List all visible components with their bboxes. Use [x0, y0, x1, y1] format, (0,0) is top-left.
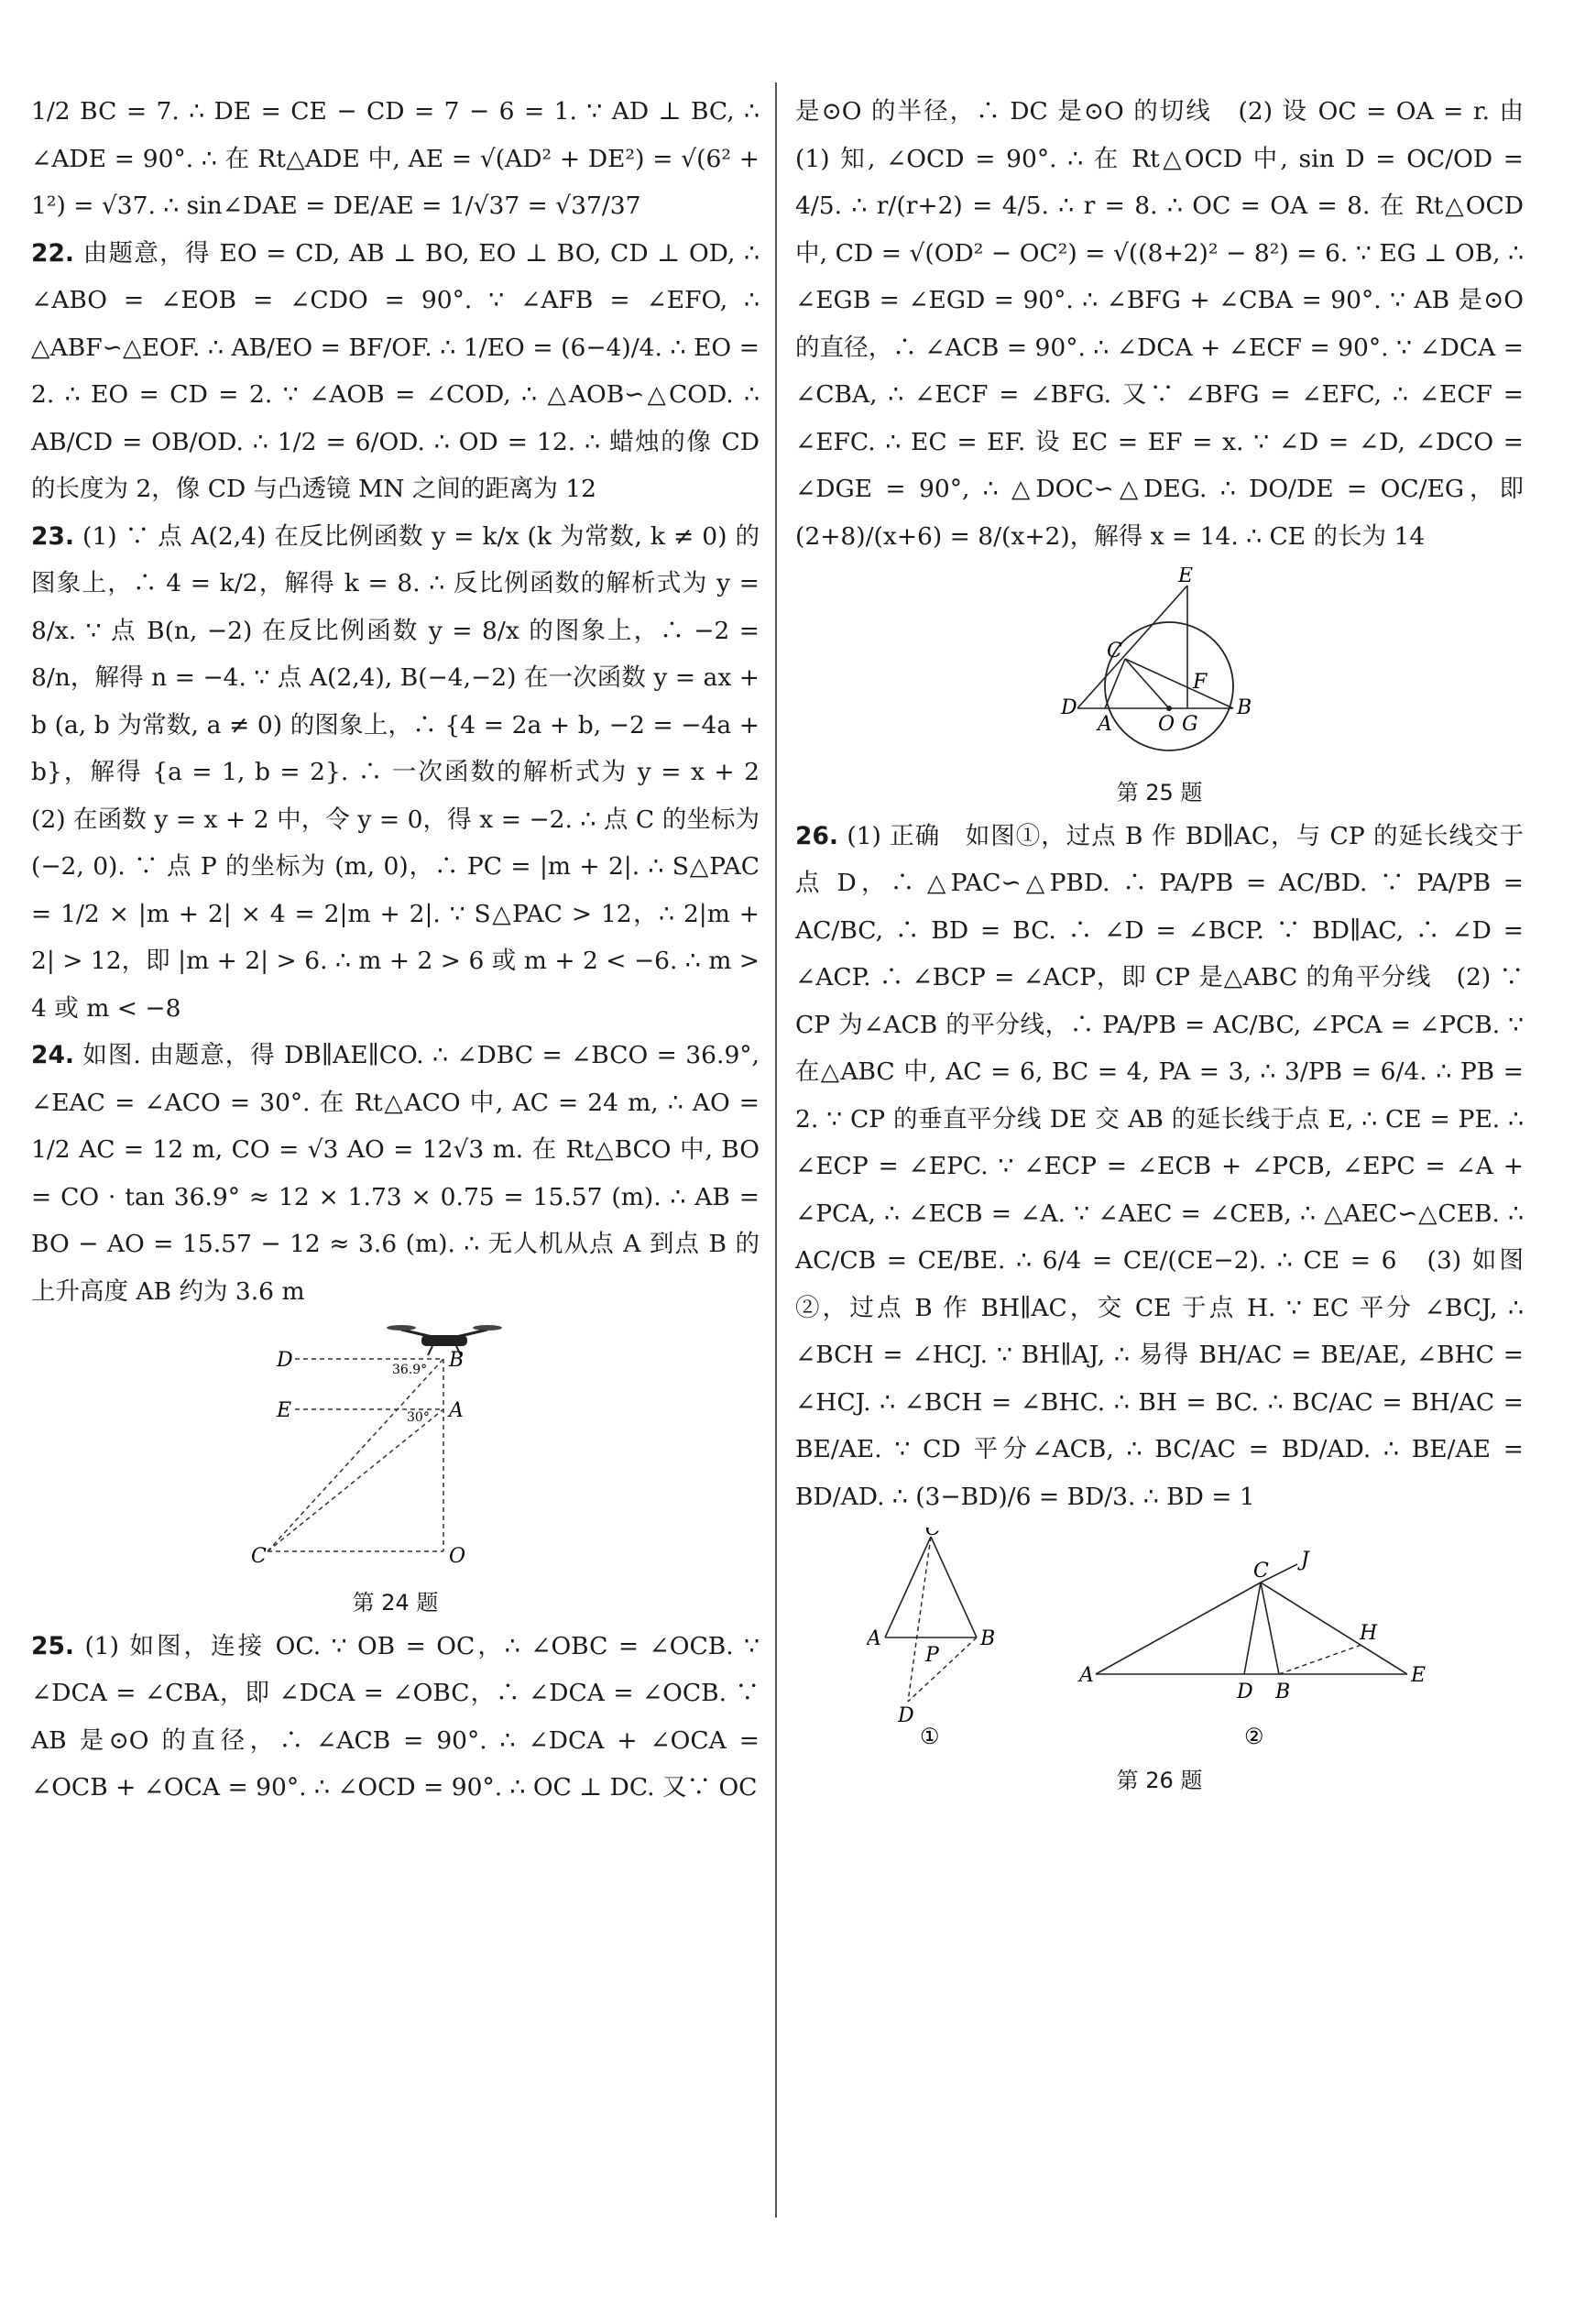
drone-icon — [387, 1325, 502, 1355]
question-22-number: 22. — [31, 238, 74, 268]
question-25-continued: 是⊙O 的半径，∴ DC 是⊙O 的切线 (2) 设 OC = OA = r. 由 (1) 知, ∠OCD = 90°. ∴ 在 Rt△OCD 中, sin D = OC/OD = 4/5. ∴ r/(r+2) = 4/5. ∴ r = 8. ∴ OC = OA = 8. 在 Rt△OCD 中, CD = √(OD² − OC²) = √((8+2)² − 8²) = 6. ∵ EG ⊥ OB, ∴ ∠EGB = ∠EGD = 90°. ∴ ∠BFG + ∠CBA = 90°. ∵ AB 是⊙O 的直径，∴ ∠ACB = 90°. ∴ ∠DCA + ∠ECF = 90°. ∵ ∠DCA = ∠CBA, ∴ ∠ECF = ∠BFG. 又∵ ∠BFG = ∠EFC, ∴ ∠ECF = ∠EFC. ∴ EC = EF. 设 EC = EF = x. ∵ ∠D = ∠D, ∠DCO = ∠DGE = 90°, ∴ △DOC∽△DEG. ∴ DO/DE = OC/EG，即 (2+8)/(x+6) = 8/(x+2)，解得 x = 14. ∴ CE 的长为 14 — [795, 97, 1524, 551]
question-25-text: (1) 如图，连接 OC. ∵ OB = OC，∴ ∠OBC = ∠OCB. ∵ ∠DCA = ∠CBA，即 ∠DCA = ∠OBC，∴ ∠DCA = ∠OCB. ∵ AB 是⊙O 的直径，∴ ∠ACB = 90°. ∴ ∠DCA + ∠OCA = ∠OCB + ∠OCA = 90°. ∴ ∠OCD = 90°. ∴ OC ⊥ DC. 又∵ OC — [31, 1631, 760, 1802]
fig26b-point-C: C — [1252, 1560, 1269, 1583]
left-column — [31, 88, 784, 1812]
question-24 — [31, 1032, 760, 1315]
right-column — [795, 88, 1524, 1801]
figure-26 — [795, 1528, 1524, 1797]
figure-26-diagrams — [867, 1528, 1453, 1747]
figure-24-caption: 第 24 题 — [352, 1589, 439, 1615]
point-B: B — [1236, 696, 1252, 719]
fig26a-point-C: C — [924, 1528, 941, 1540]
figure-25-caption: 第 25 题 — [1116, 779, 1203, 805]
fig26b-point-B: B — [1274, 1681, 1290, 1703]
line-cb — [1125, 659, 1233, 708]
angle-30: 30° — [406, 1410, 430, 1425]
point-E: E — [276, 1399, 291, 1422]
fig26b-point-D: D — [1236, 1681, 1253, 1703]
line-co — [1125, 659, 1169, 708]
q21-tail: 1/2 BC = 7. ∴ DE = CE − CD = 7 − 6 = 1. ∵ AD ⊥ BC, ∴ ∠ADE = 90°. ∴ 在 Rt△ADE 中, AE = √(AD² + DE²) = √(6² + 1²) = √37. ∴ sin∠DAE = DE/AE = 1/√37 = √37/37 — [31, 97, 760, 220]
point-F: F — [1192, 671, 1207, 694]
fig26-label-1: ① — [919, 1724, 940, 1747]
question-23 — [31, 513, 784, 1033]
point-G: G — [1181, 713, 1198, 736]
column-divider — [775, 82, 777, 2218]
point-D: D — [276, 1349, 293, 1372]
point-O: O — [1157, 713, 1175, 736]
question-25-number: 25. — [31, 1631, 74, 1660]
question-24-number: 24. — [31, 1041, 74, 1069]
line-ca — [268, 1409, 443, 1551]
figure-24 — [31, 1322, 760, 1619]
fig26a-point-B: B — [979, 1627, 995, 1650]
line-de — [1077, 586, 1187, 708]
fig26b-point-E: E — [1410, 1664, 1426, 1687]
line-cb — [268, 1359, 443, 1551]
figure-26-part-1 — [867, 1528, 995, 1747]
point-O: O — [448, 1545, 465, 1568]
fig26b-point-H: H — [1359, 1622, 1377, 1645]
fig26a-point-P: P — [924, 1644, 939, 1667]
question-22 — [31, 230, 760, 513]
point-B: B — [448, 1349, 464, 1372]
question-22-text: 由题意，得 EO = CD, AB ⊥ BO, EO ⊥ BO, CD ⊥ OD, ∴ ∠ABO = ∠EOB = ∠CDO = 90°. ∵ ∠AFB = ∠EFO, ∴ △ABF∽△EOF. ∴ AB/EO = BF/OF. ∴ 1/EO = (6−4)/4. ∴ EO = 2. ∴ EO = CD = 2. ∵ ∠AOB = ∠COD, ∴ △AOB∽△COD. ∴ AB/CD = OB/OD. ∴ 1/2 = 6/OD. ∴ OD = 12. ∴ 蜡烛的像 CD 的长度为 2，像 CD 与凸透镜 MN 之间的距离为 12 — [31, 238, 760, 503]
question-24-text: 如图. 由题意，得 DB∥AE∥CO. ∴ ∠DBC = ∠BCO = 36.9°, ∠EAC = ∠ACO = 30°. 在 Rt△ACO 中, AC = 24 m, ∴ AO = 1/2 AC = 12 m, CO = √3 AO = 12√3 m. 在 Rt△BCO 中, BO = CO · tan 36.9° ≈ 12 × 1.73 × 0.75 = 15.57 (m). ∴ AB = BO − AO = 15.57 − 12 ≈ 3.6 (m). ∴ 无人机从点 A 到点 B 的上升高度 AB 约为 3.6 m — [31, 1041, 760, 1306]
point-D: D — [1060, 696, 1077, 719]
fig26b-point-A: A — [1078, 1664, 1094, 1687]
question-25 — [31, 1623, 760, 1812]
figure-25 — [795, 567, 1524, 809]
fig26a-point-D: D — [897, 1704, 914, 1727]
figure-26-caption: 第 26 题 — [1116, 1767, 1203, 1793]
point-E: E — [1177, 567, 1193, 587]
question-26 — [795, 813, 1524, 1521]
question-26-number: 26. — [795, 821, 838, 850]
question-23-number: 23. — [31, 521, 74, 551]
point-C: C — [1106, 640, 1122, 663]
point-A: A — [1097, 713, 1112, 736]
fig26b-point-J: J — [1300, 1549, 1309, 1572]
question-23-text: (1) ∵ 点 A(2,4) 在反比例函数 y = k/x (k 为常数, k ≠ 0) 的图象上，∴ 4 = k/2，解得 k = 8. ∴ 反比例函数的解析式为 y = 8/x. ∵ 点 B(n, −2) 在反比例函数 y = 8/x 的图象上，∴ −2 = 8/n，解得 n = −4. ∵ 点 A(2,4), B(−4,−2) 在一次函数 y = ax + b (a, b 为常数, a ≠ 0) 的图象上，∴ {4 = 2a + b, −2 = −4a + b}，解得 {a = 1, b = 2}. ∴ 一次函数的解析式为 y = x + 2 (2) 在函数 y = x + 2 中，令 y = 0，得 x = −2. ∴ 点 C 的坐标为 (−2, 0). ∵ 点 P 的坐标为 (m, 0)，∴ PC = |m + 2|. ∴ S△PAC = 1/2 × |m + 2| × 4 = 2|m + 2|. ∵ S△PAC > 12，∴ 2|m + 2| > 12，即 |m + 2| > 6. ∴ m + 2 > 6 或 m + 2 < −6. ∴ m > 4 或 m < −8 — [31, 521, 784, 1023]
fig26-label-2: ② — [1243, 1724, 1264, 1747]
angle-36-9: 36.9° — [391, 1363, 427, 1377]
question-26-text: (1) 正确 如图①，过点 B 作 BD∥AC，与 CP 的延长线交于点 D，∴ △PAC∽△PBD. ∴ PA/PB = AC/BD. ∵ PA/PB = AC/BC, ∴ BD = BC. ∴ ∠D = ∠BCP. ∵ BD∥AC, ∴ ∠D = ∠ACP. ∴ ∠BCP = ∠ACP，即 CP 是△ABC 的角平分线 (2) ∵ CP 为∠ACB 的平分线，∴ PA/PB = AC/BC, ∠PCA = ∠PCB. ∵ 在△ABC 中, AC = 6, BC = 4, PA = 3, ∴ 3/PB = 6/4. ∴ PB = 2. ∵ CP 的垂直平分线 DE 交 AB 的延长线于点 E, ∴ CE = PE. ∴ ∠ECP = ∠EPC. ∵ ∠ECP = ∠ECB + ∠PCB, ∠EPC = ∠A + ∠PCA, ∴ ∠ECB = ∠A. ∵ ∠AEC = ∠CEB, ∴ △AEC∽△CEB. ∴ AC/CB = CE/BE. ∴ 6/4 = CE/(CE−2). ∴ CE = 6 (3) 如图②，过点 B 作 BH∥AC，交 CE 于点 H. ∵ EC 平分 ∠BCJ, ∴ ∠BCH = ∠HCJ. ∵ BH∥AJ, ∴ 易得 BH/AC = BE/AE, ∠BHC = ∠HCJ. ∴ ∠BCH = ∠BHC. ∴ BH = BC. ∴ BC/AC = BH/AC = BE/AE. ∵ CD 平分∠ACB, ∴ BC/AC = BD/AD. ∴ BE/AE = BD/AD. ∴ (3−BD)/6 = BD/3. ∴ BD = 1 — [795, 821, 1524, 1511]
figure-25-diagram — [1059, 567, 1261, 760]
figure-24-diagram — [240, 1322, 552, 1570]
figure-26-part-2 — [1077, 1549, 1426, 1747]
point-A: A — [448, 1399, 464, 1422]
fig26a-point-A: A — [866, 1627, 881, 1650]
point-C: C — [250, 1545, 267, 1568]
center-dot — [1166, 706, 1172, 711]
